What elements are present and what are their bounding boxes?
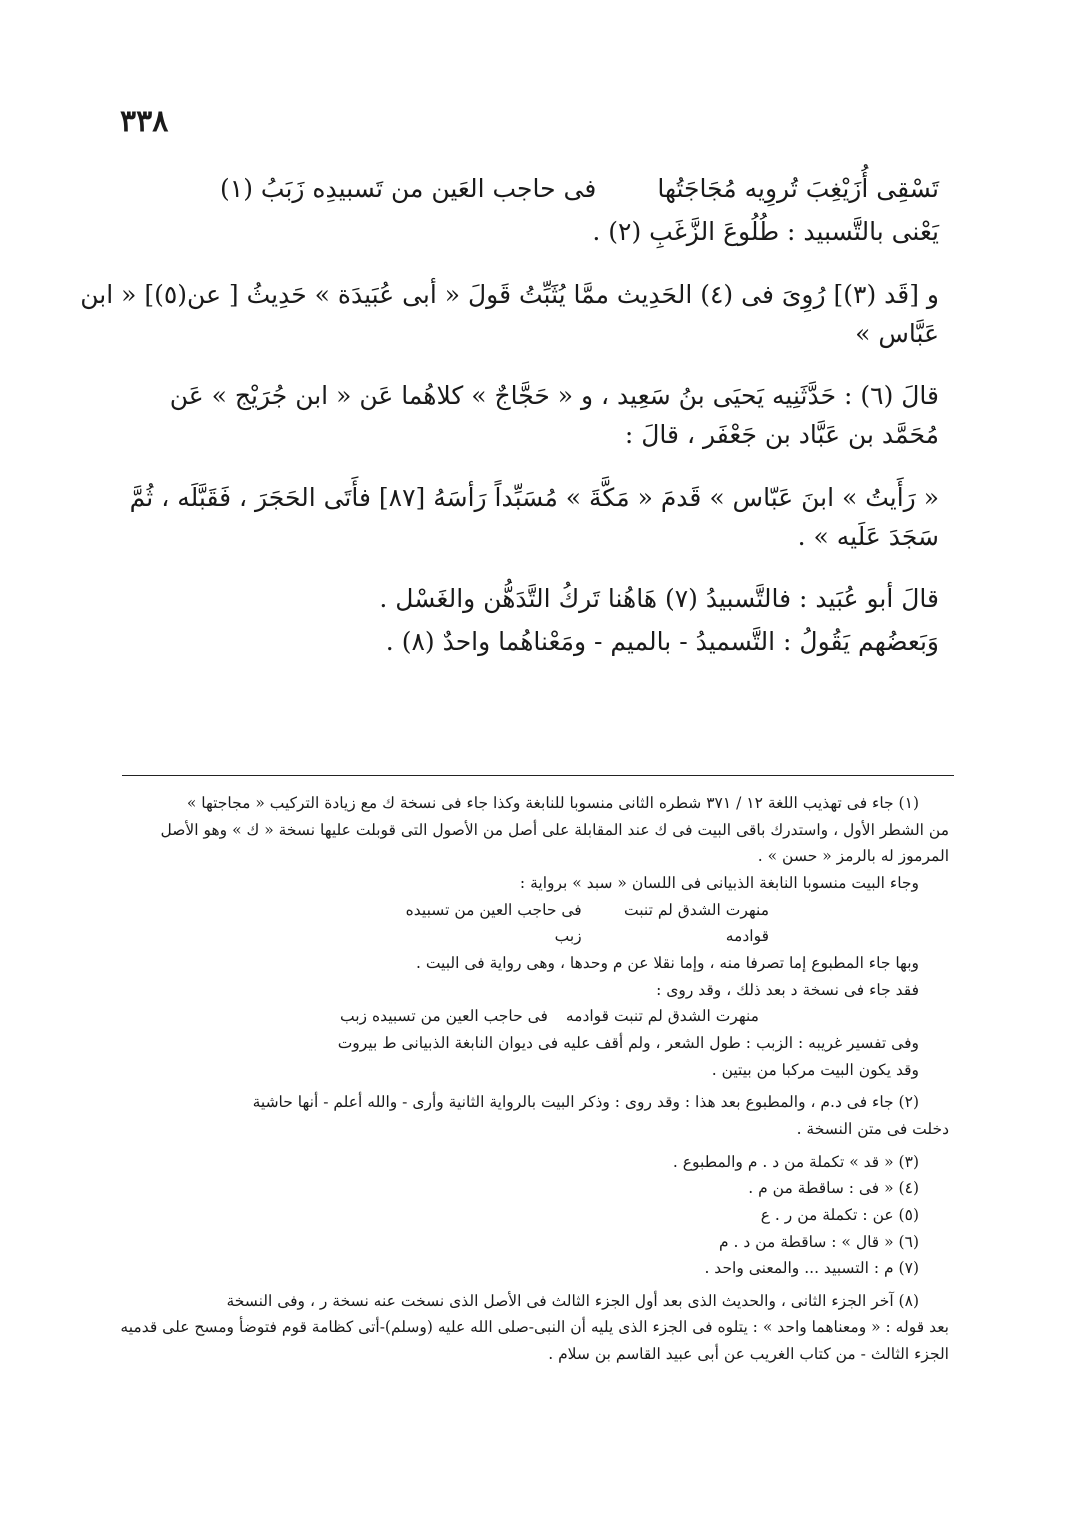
main-line: مُحَمَّد بن عَبَّاد بن جَعْفَر ، قالَ : [624, 420, 939, 449]
footnotes [120, 790, 949, 1374]
footnote-2 [120, 1089, 949, 1142]
footnote-8 [120, 1288, 949, 1368]
main-text [80, 165, 939, 686]
footnote-line: المرموز له بالرمز « حسن » . [757, 847, 949, 866]
footnote-line: (٢) جاء فى د.م ، والمطبوع بعد هذا : وقد روى : وذكر البيت بالرواية الثانية وأرى - والله أعلم - أنها حاشية [252, 1093, 919, 1112]
footnote-line: (٣) « قد » تكملة من د . م والمطبوع . [672, 1152, 919, 1171]
main-line: قالَ أبو عُبَيد : فالتَّسبيدُ (٧) هَاهُنا تَركُ التَّدَهُّن والغَسْل . [379, 584, 939, 614]
footnote-line: (٧) م : التسبيد ... والمعنى واحد . [704, 1259, 919, 1278]
footnote-line: دخلت فى متن النسخة . [796, 1119, 949, 1138]
page-number: ٣٣٨ [120, 104, 169, 139]
footnote-line: وبها جاء المطبوع إما تصرفا منه ، وإما نقلا عن م وحدها ، وهى رواية فى البيت . [415, 953, 919, 972]
footnote-line: فقد جاء فى نسخة د بعد ذلك ، وقد روى : [656, 980, 919, 999]
verse [100, 165, 939, 213]
footnote-verse [120, 897, 949, 950]
footnote-verse-right: منهرت الشدق لم تنبت قوادمه [565, 1007, 759, 1026]
main-line: عَبَّاس » [855, 318, 939, 348]
footnote-line: (٤) « فى : ساقطة من م . [748, 1179, 919, 1198]
footnote-line: الجزء الثالث - من كتاب الغريب عن أبى عبيد القاسم بن سلام . [548, 1345, 949, 1364]
main-line: قالَ (٦) : حَدَّثَنِيه يَحيَى بنُ سَعِيد ، و « حَجَّاجٌ » كلاهُما عَن « ابن جُرَيْج » عَن [169, 381, 939, 411]
footnote-verse-left: فى حاجب العين من تسبيده زبب [340, 1007, 548, 1026]
verse-right-hemistich: تَسْقِى أُزَيْغِبَ تُروِيه مُجَاجَتُها [657, 173, 939, 203]
footnote-verse-left: فى حاجب العين من تسبيده زبب [405, 900, 582, 946]
footnote-1 [120, 790, 949, 1083]
footnote-line: (٦) « قال » : ساقطة من د . م [718, 1232, 919, 1251]
footnote-line: (٥) عن : تكملة من ر . ع [760, 1205, 919, 1224]
footnote-line: وجاء البيت منسوبا النابغة الذبيانى فى اللسان « سبد » برواية : [519, 873, 919, 892]
footnote-line: وقد يكون البيت مركبا من بيتين . [711, 1060, 919, 1079]
footnote-verse [120, 1003, 949, 1030]
footnote-line: (١) جاء فى تهذيب اللغة ١٢ / ٣٧١ شطره الثانى منسوبا للنابغة وكذا جاء فى نسخة ك مع زيادة التركيب « مجاجتها » [186, 794, 919, 812]
main-line: يَعْنى بالتَّسبيد : طُلُوعَ الزَّغَبِ (٢) . [592, 217, 939, 246]
main-line: و [قَد (٣)] رُوِىَ فى (٤) الحَدِيث ممَّا يُثَبِّتُ قَولَ « أبى عُبَيدَة » حَدِيثُ [ عن(٥)] « ابن [80, 279, 939, 309]
verse-left-hemistich: فى حاجب العَين من تَسبيدِه زَبَبُ (١) [220, 173, 597, 203]
footnote-verse-right: منهرت الشدق لم تنبت قوادمه [624, 900, 769, 946]
footnotes-short [120, 1149, 949, 1282]
footnote-line: وفى تفسير غريبه : الزبب : طول الشعر ، ولم أقف عليه فى ديوان النابغة الذبيانى ط بيروت [337, 1033, 919, 1052]
footnote-line: (٨) آخر الجزء الثانى ، والحديث الذى بعد أول الجزء الثالث فى الأصل الذى نسخت عنه نسخة ر ، وفى النسخة [226, 1291, 919, 1310]
footnote-line: من الشطر الأول ، واستدرك باقى البيت فى ك عند المقابلة على أصل من الأصول التى قوبلت عليها نسخة « ك » وهو الأصل [160, 820, 949, 839]
footnote-divider [122, 775, 954, 776]
footnote-line: بعد قوله : « ومعناهما واحد » : يتلوه فى الجزء الذى يليه أن النبى-صلى الله عليه (وسلم)-أتى كظامة قوم فتوضأ ومسح على قدميه [120, 1318, 949, 1337]
main-line: « رَأَيتُ » ابنَ عَبّاس » قَدمَ « مَكَّةَ » مُسَبِّداً رَأسَهُ [٨٧] فأَتَى الحَجَرَ ، فَقَبَّلَه ، ثُمَّ [129, 482, 939, 512]
main-line: وَبَعضُهم يَقُولُ : التَّسميدُ - بالميم - ومَعْناهُما واحدٌ (٨) . [385, 627, 939, 656]
main-line: سَجَدَ عَلَيه » . [797, 521, 939, 551]
